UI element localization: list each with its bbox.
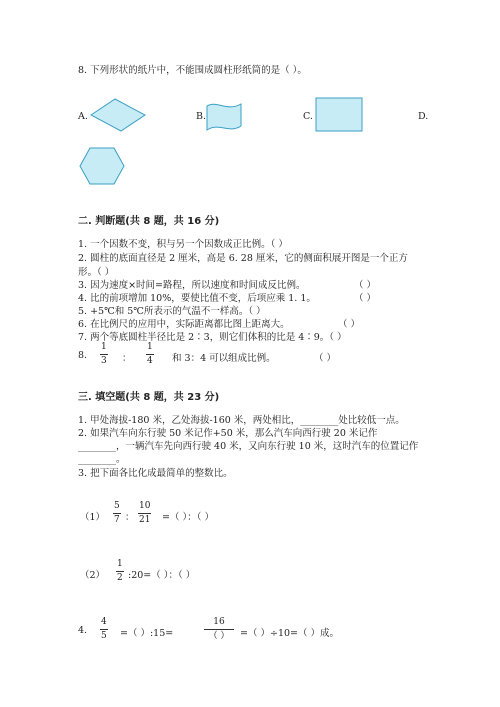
judge-item-3-paren: （ ） [354, 280, 377, 291]
judge-item-6-paren: （ ） [338, 319, 361, 330]
numerator: 1 [101, 342, 107, 352]
judge-item-2-cont: 形。（ ） [78, 267, 115, 278]
judge-item-6: 6. 在比例尺的应用中，实际距离都比图上距离大。 [78, 319, 290, 330]
fraction-five-sevenths [113, 501, 121, 526]
fraction-ten-twentyoneths [138, 501, 151, 526]
sub-item-1-answer: =（ ）：（ ） [162, 512, 214, 523]
numerator: 16 [213, 617, 225, 627]
wavy-rectangle-shape [205, 100, 245, 134]
judge-item-4: 4. 比的前项增加 10%，要使比值不变，后项应乘 1. 1。 [78, 293, 316, 304]
numerator: 10 [139, 501, 151, 511]
ratio-colon: ： [122, 353, 132, 364]
numerator: 1 [117, 559, 123, 569]
denominator: 7 [114, 515, 120, 525]
fill-item-4-num: 4. [78, 625, 88, 636]
sub-item-2-answer: :20=（ ）：（ ） [128, 570, 196, 581]
fill-item-3: 3. 把下面各比化成最简单的整数比。 [78, 468, 233, 479]
denominator: （ ） [208, 631, 230, 641]
sub-item-2-label: （2） [80, 570, 106, 581]
judge-item-8-text: 和 3：4 可以组成比例。 [172, 353, 276, 364]
fill-item-4-part-b: =（ ）÷10=（ ）成。 [240, 628, 340, 639]
judge-item-5: 5. +5℃和 5℃所表示的气温不一样高。（ ） [78, 306, 266, 317]
denominator: 2 [117, 573, 123, 583]
section-3-title: 三. 填空题(共 8 题，共 23 分) [78, 392, 220, 403]
option-c-label: C. [303, 111, 313, 122]
fill-item-4-part-a: =（ ）:15= [120, 628, 174, 639]
judge-item-1: 1. 一个因数不变，积与另一个因数成正比例。（ ） [78, 239, 288, 250]
numerator: 1 [147, 342, 153, 352]
judge-item-2: 2. 圆柱的底面直径是 2 厘米，高是 6. 28 厘米，它的侧面积展开图是一个正方 [78, 253, 408, 264]
judge-item-4-paren: （ ） [354, 293, 377, 304]
fill-item-2: 2. 如果汽车向东行驶 50 米记作+50 米，那么汽车向西行驶 20 米记作 [78, 428, 378, 439]
hexagon-shape [78, 146, 128, 186]
denominator: 3 [101, 356, 107, 366]
option-a-label: A. [78, 111, 88, 122]
judge-item-3: 3. 因为速度×时间=路程，所以速度和时间成反比例。 [78, 280, 306, 291]
square-shape [315, 97, 365, 133]
numerator: 5 [114, 501, 120, 511]
judge-item-8-num: 8. [78, 350, 88, 361]
fraction-one-fourth [146, 342, 154, 367]
judge-item-7: 7. 两个等底圆柱半径比是 2∶3，则它们体积的比是 4∶9。（ ） [78, 332, 347, 343]
denominator: 21 [139, 515, 151, 525]
fill-item-2-end: ________。 [78, 454, 126, 465]
fraction-one-half [116, 559, 124, 584]
denominator: 4 [147, 356, 153, 366]
fill-item-2-cont: ________，一辆汽车先向西行驶 40 米，又向东行驶 10 米，这时汽车的位置记作 [78, 441, 419, 452]
option-d-label: D. [418, 111, 429, 122]
numerator: 4 [101, 617, 107, 627]
denominator: 5 [101, 631, 107, 641]
fraction-sixteen-over-blank [204, 617, 234, 642]
question-8-text: 8. 下列形状的纸片中，不能围成圆柱形纸筒的是（ ）。 [78, 65, 307, 76]
sub-item-1-label: （1） [80, 512, 106, 523]
fraction-four-fifths [100, 617, 108, 642]
rhombus-shape [88, 97, 148, 133]
fraction-one-third [100, 342, 108, 367]
option-b-label: B. [196, 111, 207, 122]
section-2-title: 二. 判断题(共 8 题，共 16 分) [78, 216, 220, 227]
ratio-colon: ： [125, 512, 135, 523]
fill-item-1: 1. 甲处海拔-180 米，乙处海拔-160 米，两处相比，________处比较低一点。 [78, 415, 405, 426]
judge-item-8-paren: （ ） [314, 353, 337, 364]
